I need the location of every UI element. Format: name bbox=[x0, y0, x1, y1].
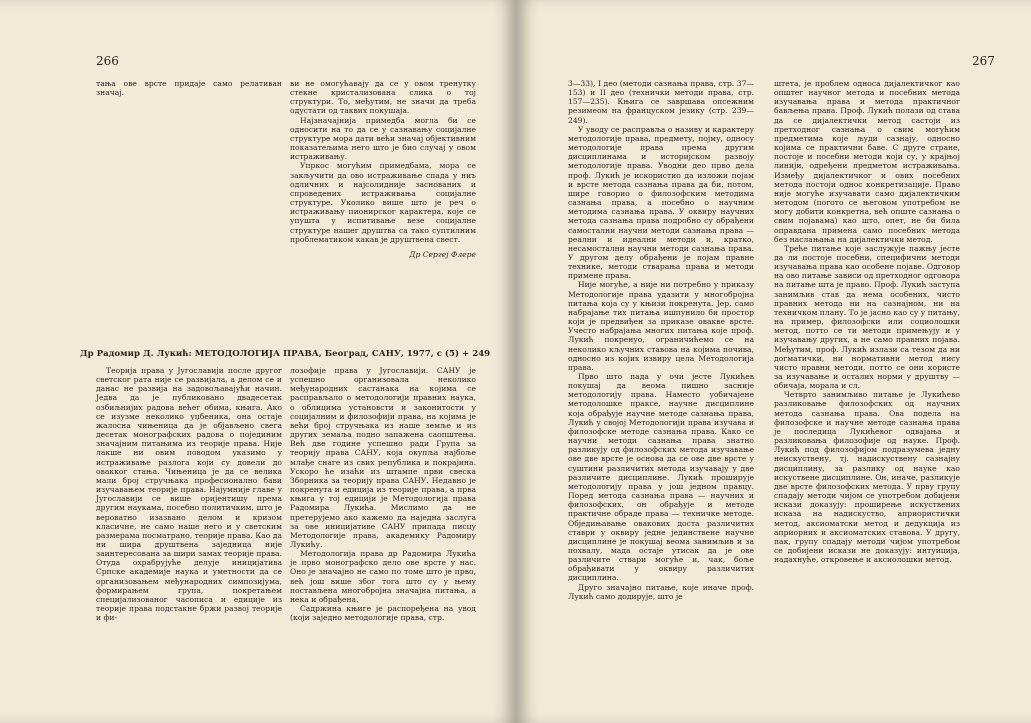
left-col2-top bbox=[290, 79, 476, 259]
paragraph: Теорија права у Југославији после другог светског рата није се развијала, а делом се и данас не развија на задовољавајући начин. Једва да је публиковано двадесетак озбиљнијих радова већег обима, књига. Ако се изузме неколико уџбеника, она остаје жалосна чињеница да је објављено свега десетак монографских радова о појединим значајним питањима из теорије права. Није лакше ни овим поводом указимо у истраживање разлога који су довели до овакког стања. Чињеница је да се велика мали број стручњака професионално бави изучавањем теорије права. Најумније главе у Југославији се више оријентишу према другим наукама, посебно политичким, што је вероватно изазвано делом и кризом класичне, не само наше него и у светским размерама посматрано, теорије права. Као да ни шира друштвена заједница није заинтересована за шири замах теорије права. Отуда охрабрујуће делује иницијатива Српске академије наука и уметности да се организовањем међународних симпозијума, формирањем група, покретањем специјализованог часописа и едиције из теорије права подстакне бржи развој теорије и фи- bbox=[96, 366, 282, 623]
page-number: 266 bbox=[96, 54, 119, 68]
paragraph: Упркос могућим примедбама, мора се закључити да ово истраживање спада у ниъ одличних и најсолидније заснованих и спроведених истраживања социјалне структуре. Уколико више што је реч о истраживању пионирског карактера, које се упушта у испитивање везе социјалне структуре нашег друштва са тако суптилним проблематиком какав је друштвена свест. bbox=[290, 161, 476, 244]
paragraph: 3—33), I део (методи сазнања права, стр. 37—153) и II део (технички методи права, стр. 157—235). Књига се завршава опсежним резимеом на француском језику (стр. 239—249). bbox=[568, 79, 754, 125]
right-page bbox=[516, 0, 1031, 723]
review-heading: Др Радомир Д. Лукић: МЕТОДОЛОГИЈА ПРАВА, Београд, САНУ, 1977, с (5) + 249 bbox=[80, 349, 491, 359]
review-signature: Др Сергеј Флере bbox=[409, 249, 476, 259]
paragraph: Није могуће, а није ни потребно у приказу Методологије права удазити у многобројна питања која су у књизи покренута. Јер, само набрајање тих питања ишпунило би простор који је предвиђен за приказе овакве врсте. Учесто набрајања многих питања које проф. Лукић покренуо, ограничићемо се на неколико кључних ставова на којима почива, односно из којих извиру цела Методологија права. bbox=[568, 280, 754, 372]
paragraph: тања ове врсте придаје само релативан значај. bbox=[96, 79, 282, 98]
paragraph: штета, је проблем односа дијалектичког као општег научног метода и посебних метода изучавања права и метода практичног бављења права. Проф. Лукић полази од става да се дијалектички метод састоји из претходног сазнања о свим могућим предметима које људи сазнају, односно којима се практични баве. С друге стране, постоје и посебни методи који су, у крајњој линији, одређени предметом истраживања. Између дијалектичког и ових посебних метода постоји однос конкретизације. Право није могуће изучавати само дијалектичким методом (погото се његовом употребом не могу добити конкретна, већ опште сазнања о свим појавама) као што, опет, не би била оправдана примена само посебних метода без наслањања на дијалектички метод. bbox=[774, 79, 960, 244]
paragraph: Најзначајнија примедба могла би се односити на то да се у сазнавању социјалне структуре мора дати већи значај објективним показатељима него што је био случај у овом истраживању. bbox=[290, 115, 476, 162]
paragraph: Методологија права др Радомира Лукића је прво монографско дело ове врсте у нас. Оно је значајно не само по томе што је прво, већ још више због тога што су у њему постављена многобројна значајна питања, а нека и обрађена. bbox=[290, 549, 476, 604]
right-col2 bbox=[774, 79, 960, 564]
page-number: 267 bbox=[972, 54, 995, 68]
left-col1-bottom bbox=[96, 366, 282, 622]
paragraph: Треће питање које заслужује пажњу јесте да ли постоје посебни, специфични методи изучавања права као особене појаве. Одговор на ово питање зависи од претходног одговора на питање шта је право. Проф. Лукић заступа занимљив став да нема особених, чисто правних метода ни на сазнајном, ни на техничком плану. То је јасно као су у питању, на пример, филозофски или социолошки метод, потто се ти методи примењују и у изучавању других, а не само правних појава. Међутим, проф. Лукић излази са тезом да ни догматички, ни нормативни метод нису чисто правни методи, потто се они користе за изучавање и осталих норми у друштву — обичаја, морала и сл. bbox=[774, 243, 960, 391]
paragraph: Друго значајно питање, које иначе проф. Лукић само додирује, што је bbox=[568, 582, 754, 601]
paragraph: Четврто занимљиво питање је Лукићево разликовање филозофских од научних метода сазнања права. Ова подела на филозофске и научне методе сазнања права је последица Лукићевог одвајања и разликовања филозофије од науке. Проф. Лукић под филозофијом подразумева једну неискуствену, тј. надискуствену сазнајну дисциплину, за разлику од науке као искуствене дисциплине. Он, иначе, разликује две врсте филозофских метода. У прву групу спадају методи чијом се употребом добијени искази доказују: проширење искуствених исказа на надискуство, априористички метод, аксиоматски метод и дедукција из априорних и аксиоматских ставова. У другу, пак, групу спадају методи чијом употребом се добијени искази не доказују: интуиција, надахнуће, откровење и аксиолошки метод. bbox=[774, 390, 960, 565]
paragraph: лозофије права у Југославији. САНУ је успешно организовала неколико међународних састанака на којима се расправљало о методологији правних наука, о облицима установсти и законитости у социјалним и филозофији права, на којима је већи број стручњака из наше земље и из других земаља подно запажена саопштења. Већ две године успешно ради Група за теорију права САНУ, која окупља најбоље млађе снаге из свих република и покрајина. Ускоро ће изаћи из штампе први свеска Зборника за теорију права САНУ. Недавно је покренута и едиција из теорије права, а прва књига у тој едицији је Методологија права Радомира Лукића. Мислимо да не претерујемо ако кажемо да наједна заслуга за ове иницијативе САНУ припада писцу Методологије права, академику Радомиру Лукићу. bbox=[290, 366, 476, 549]
left-col1-top bbox=[96, 79, 282, 97]
paragraph: ви не омогућавају да се у овом тренутку стекне кристализована слика о тој структури. То, међутим, не значи да треба одустати од таквих покушаја. bbox=[290, 79, 476, 116]
left-col2-bottom bbox=[290, 366, 476, 622]
right-col1 bbox=[568, 79, 754, 601]
paragraph: Садржина књиге је распоређена на увод (који заједно методологије права, стр. bbox=[290, 604, 476, 623]
paragraph: Прво што пада у очи јесте Лукићев покушај да веома пишно засније методологију права. Наместо уобичајене методолошке праксе, научне дисциплине која обрађује научне методе сазнања права, Лукић у својој Методологији права изучава и филозофске методе сазнања права. Како се научни методи сазнања права знатно разликују од филозофских метода изучавање ове две врсте је основа да се ове две врсте у суштини различитих метода изучавају у две различите дисциплине. Лукић проширује методологију права у још једном правцу. Поред метода сазнања права — научних и филозофских, он обрађује и методе практичне обраде права — техничке методе. Обједињавање овакових доста различитих ставри у оквиру једне јединствене научне дисциплине је покушај веома занимљив и за похвалу, мада остаје утисак да је ове различите ствари могуће и, чак, боље обрађивати у оквиру различитих дисциплина. bbox=[568, 372, 754, 583]
paragraph: У уводу се расправља о називу и карактеру методологије права, предмету, појму, односу методологије права према другим дисциплинама и историјском развоју методологије права. Уводни део прво дела проф. Лукић је искористио да изложи појам и врсте метода сазнања права да би, потом, шире говорио о филозофским методима сазнања права, а посебно о научним методима сазнања права. У оквиру научних метода сазнања права подробно су обрађени самостални научни методи сазнања права — реални и идеални методи и, кратко, несамостални научни методи сазнања права. У другом делу обрађени је појам правне технике, методи стварања права и методи примене права. bbox=[568, 124, 754, 281]
